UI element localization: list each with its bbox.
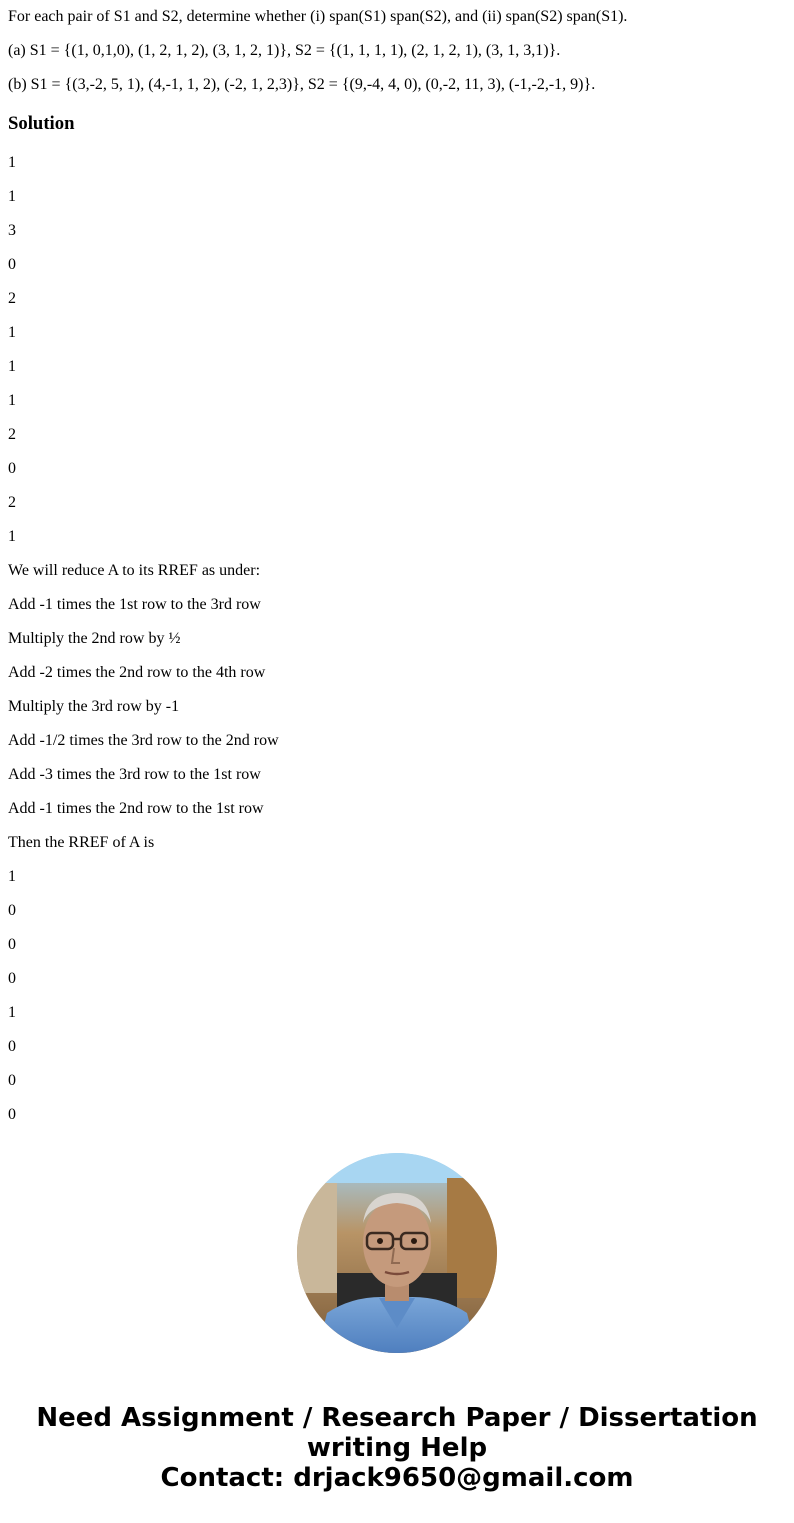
- matrix-a-value: 3: [8, 222, 16, 239]
- reduction-step: Multiply the 3rd row by -1: [8, 698, 180, 715]
- reduction-step: Add -2 times the 2nd row to the 4th row: [8, 664, 266, 681]
- rref-value: 0: [8, 902, 16, 919]
- reduction-step: Add -1 times the 2nd row to the 1st row: [8, 800, 264, 817]
- reduction-step: Add -1 times the 1st row to the 3rd row: [8, 596, 261, 613]
- rref-value: 0: [8, 970, 16, 987]
- rref-value: 0: [8, 1072, 16, 1089]
- reduction-step: Multiply the 2nd row by ½: [8, 630, 181, 647]
- matrix-a-value: 0: [8, 460, 16, 477]
- question-part-a: (a) S1 = {(1, 0,1,0), (1, 2, 1, 2), (3, 1, 2, 1)}, S2 = {(1, 1, 1, 1), (2, 1, 2, 1), (3, 1, 3,1)}.: [8, 42, 561, 59]
- matrix-a-value: 0: [8, 256, 16, 273]
- rref-value: 0: [8, 1106, 16, 1123]
- tutor-portrait: [297, 1153, 497, 1353]
- matrix-a-value: 1: [8, 188, 16, 205]
- matrix-a-value: 1: [8, 528, 16, 545]
- reduce-intro: We will reduce A to its RREF as under:: [8, 562, 261, 579]
- promo-line-1: Need Assignment / Research Paper / Dissertation: [36, 1403, 758, 1433]
- rref-value: 1: [8, 868, 16, 885]
- solution-heading: Solution: [8, 113, 75, 134]
- rref-value: 0: [8, 936, 16, 953]
- promo-line-2: writing Help: [306, 1433, 488, 1463]
- matrix-a-value: 2: [8, 290, 16, 307]
- matrix-a-value: 1: [8, 324, 16, 341]
- matrix-a-value: 1: [8, 358, 16, 375]
- promo-banner: [0, 1403, 794, 1493]
- question-part-b: (b) S1 = {(3,-2, 5, 1), (4,-1, 1, 2), (-2, 1, 2,3)}, S2 = {(9,-4, 4, 0), (0,-2, 11, 3), (-1,-2,-1, 9)}.: [8, 76, 596, 93]
- reduction-step: Add -1/2 times the 3rd row to the 2nd row: [8, 732, 279, 749]
- matrix-a-value: 1: [8, 154, 16, 171]
- question-intro: For each pair of S1 and S2, determine whether (i) span(S1) span(S2), and (ii) span(S2) span(S1).: [8, 8, 628, 25]
- rref-value: 1: [8, 1004, 16, 1021]
- tutor-avatar: [297, 1153, 497, 1353]
- reduction-step: Add -3 times the 3rd row to the 1st row: [8, 766, 261, 783]
- rref-value: 0: [8, 1038, 16, 1055]
- matrix-a-value: 1: [8, 392, 16, 409]
- document-body: [8, 0, 778, 1132]
- rref-intro: Then the RREF of A is: [8, 834, 155, 851]
- matrix-a-value: 2: [8, 494, 16, 511]
- promo-contact: Contact: drjack9650@gmail.com: [160, 1463, 634, 1493]
- matrix-a-value: 2: [8, 426, 16, 443]
